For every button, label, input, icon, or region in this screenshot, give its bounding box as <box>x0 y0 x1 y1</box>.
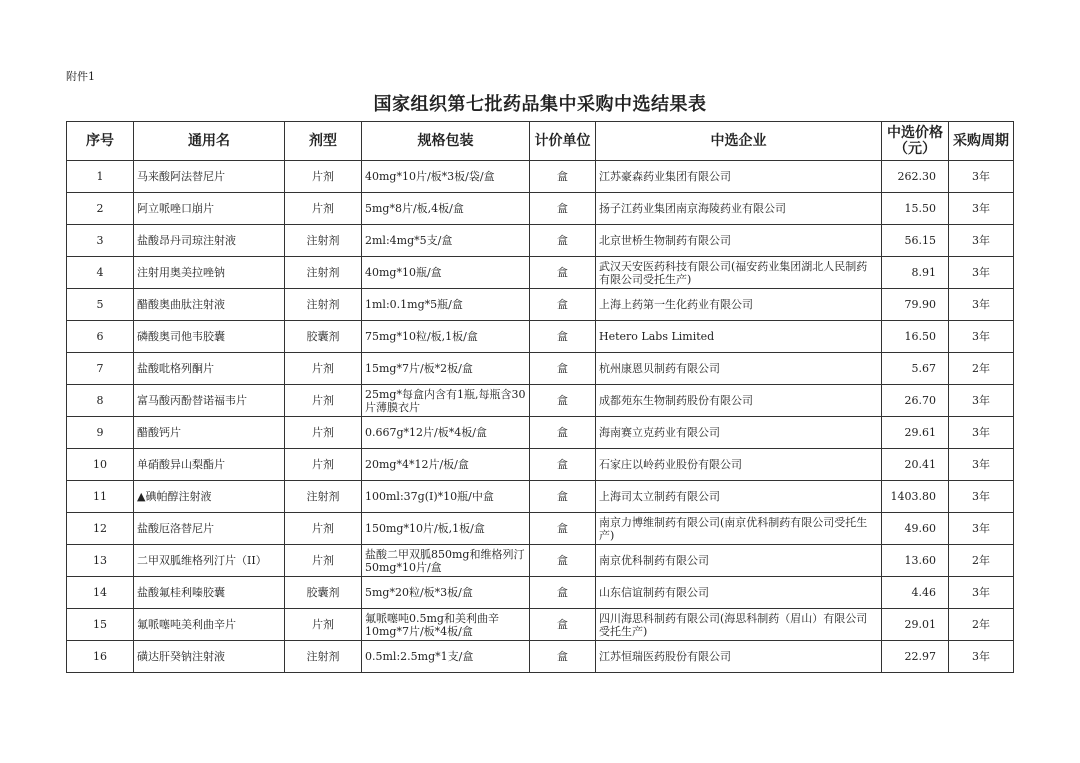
cell-no: 15 <box>67 609 134 641</box>
cell-form: 片剂 <box>285 353 362 385</box>
document-title: 国家组织第七批药品集中采购中选结果表 <box>373 94 707 115</box>
cell-form: 注射剂 <box>285 641 362 673</box>
cell-unit: 盒 <box>530 481 596 513</box>
cell-company: 武汉天安医药科技有限公司(福安药业集团湖北人民制药有限公司受托生产) <box>596 257 882 289</box>
cell-unit: 盒 <box>530 353 596 385</box>
table-row <box>67 161 1014 193</box>
cell-company: 石家庄以岭药业股份有限公司 <box>596 449 882 481</box>
cell-no: 11 <box>67 481 134 513</box>
cell-price: 26.70 <box>882 385 949 417</box>
header-company: 中选企业 <box>596 122 882 161</box>
table-row <box>67 321 1014 353</box>
cell-period: 3年 <box>949 161 1014 193</box>
header-unit: 计价单位 <box>530 122 596 161</box>
cell-price: 79.90 <box>882 289 949 321</box>
header-row <box>67 122 1014 161</box>
header-name: 通用名 <box>134 122 285 161</box>
cell-form: 片剂 <box>285 385 362 417</box>
cell-company: 南京优科制药有限公司 <box>596 545 882 577</box>
cell-no: 13 <box>67 545 134 577</box>
cell-spec: 1ml:0.1mg*5瓶/盒 <box>362 289 530 321</box>
cell-period: 2年 <box>949 545 1014 577</box>
cell-period: 3年 <box>949 193 1014 225</box>
table-row <box>67 385 1014 417</box>
cell-no: 4 <box>67 257 134 289</box>
cell-period: 2年 <box>949 609 1014 641</box>
header-form: 剂型 <box>285 122 362 161</box>
cell-spec: 100ml:37g(I)*10瓶/中盒 <box>362 481 530 513</box>
cell-price: 8.91 <box>882 257 949 289</box>
cell-price: 15.50 <box>882 193 949 225</box>
cell-price: 1403.80 <box>882 481 949 513</box>
cell-name: 盐酸氟桂利嗪胶囊 <box>134 577 285 609</box>
cell-period: 3年 <box>949 417 1014 449</box>
cell-unit: 盒 <box>530 321 596 353</box>
table-row <box>67 289 1014 321</box>
cell-company: 海南赛立克药业有限公司 <box>596 417 882 449</box>
table-row <box>67 257 1014 289</box>
table-row <box>67 641 1014 673</box>
cell-price: 49.60 <box>882 513 949 545</box>
cell-no: 12 <box>67 513 134 545</box>
cell-spec: 盐酸二甲双胍850mg和维格列汀50mg*10片/盒 <box>362 545 530 577</box>
cell-unit: 盒 <box>530 449 596 481</box>
cell-unit: 盒 <box>530 161 596 193</box>
table-row <box>67 193 1014 225</box>
cell-form: 片剂 <box>285 161 362 193</box>
cell-no: 9 <box>67 417 134 449</box>
cell-period: 3年 <box>949 449 1014 481</box>
cell-unit: 盒 <box>530 193 596 225</box>
cell-unit: 盒 <box>530 545 596 577</box>
annex-label: 附件1 <box>66 70 95 83</box>
cell-no: 5 <box>67 289 134 321</box>
table-row <box>67 417 1014 449</box>
cell-spec: 2ml:4mg*5支/盒 <box>362 225 530 257</box>
cell-name: 阿立哌唑口崩片 <box>134 193 285 225</box>
cell-company: 南京力博维制药有限公司(南京优科制药有限公司受托生产) <box>596 513 882 545</box>
cell-spec: 40mg*10片/板*3板/袋/盒 <box>362 161 530 193</box>
cell-price: 29.61 <box>882 417 949 449</box>
cell-price: 22.97 <box>882 641 949 673</box>
table-row <box>67 449 1014 481</box>
table-row <box>67 545 1014 577</box>
cell-form: 注射剂 <box>285 225 362 257</box>
cell-company: 扬子江药业集团南京海陵药业有限公司 <box>596 193 882 225</box>
cell-spec: 5mg*8片/板,4板/盒 <box>362 193 530 225</box>
cell-price: 5.67 <box>882 353 949 385</box>
cell-spec: 75mg*10粒/板,1板/盒 <box>362 321 530 353</box>
cell-form: 注射剂 <box>285 257 362 289</box>
cell-no: 6 <box>67 321 134 353</box>
cell-form: 片剂 <box>285 417 362 449</box>
cell-form: 片剂 <box>285 609 362 641</box>
cell-name: 富马酸丙酚替诺福韦片 <box>134 385 285 417</box>
cell-spec: 25mg*每盒内含有1瓶,每瓶含30片薄膜衣片 <box>362 385 530 417</box>
cell-name: 单硝酸异山梨酯片 <box>134 449 285 481</box>
cell-unit: 盒 <box>530 225 596 257</box>
cell-name: 磺达肝癸钠注射液 <box>134 641 285 673</box>
cell-unit: 盒 <box>530 289 596 321</box>
cell-no: 14 <box>67 577 134 609</box>
cell-spec: 0.5ml:2.5mg*1支/盒 <box>362 641 530 673</box>
cell-form: 片剂 <box>285 545 362 577</box>
cell-form: 片剂 <box>285 449 362 481</box>
cell-period: 3年 <box>949 385 1014 417</box>
cell-no: 10 <box>67 449 134 481</box>
cell-form: 胶囊剂 <box>285 321 362 353</box>
cell-period: 2年 <box>949 353 1014 385</box>
cell-price: 262.30 <box>882 161 949 193</box>
cell-no: 3 <box>67 225 134 257</box>
cell-spec: 150mg*10片/板,1板/盒 <box>362 513 530 545</box>
cell-company: 北京世桥生物制药有限公司 <box>596 225 882 257</box>
cell-name: 盐酸昂丹司琼注射液 <box>134 225 285 257</box>
cell-name: 氟哌噻吨美利曲辛片 <box>134 609 285 641</box>
cell-company: 山东信谊制药有限公司 <box>596 577 882 609</box>
cell-form: 注射剂 <box>285 289 362 321</box>
cell-name: 马来酸阿法替尼片 <box>134 161 285 193</box>
cell-period: 3年 <box>949 289 1014 321</box>
cell-company: 四川海思科制药有限公司(海思科制药（眉山）有限公司受托生产) <box>596 609 882 641</box>
cell-period: 3年 <box>949 641 1014 673</box>
cell-name: 盐酸厄洛替尼片 <box>134 513 285 545</box>
cell-company: 江苏豪森药业集团有限公司 <box>596 161 882 193</box>
table-body <box>67 161 1014 673</box>
cell-unit: 盒 <box>530 577 596 609</box>
cell-period: 3年 <box>949 577 1014 609</box>
cell-spec: 15mg*7片/板*2板/盒 <box>362 353 530 385</box>
cell-spec: 氟哌噻吨0.5mg和美利曲辛10mg*7片/板*4板/盒 <box>362 609 530 641</box>
table-row <box>67 353 1014 385</box>
cell-company: 杭州康恩贝制药有限公司 <box>596 353 882 385</box>
cell-no: 1 <box>67 161 134 193</box>
cell-unit: 盒 <box>530 609 596 641</box>
cell-no: 2 <box>67 193 134 225</box>
cell-company: 成都苑东生物制药股份有限公司 <box>596 385 882 417</box>
table-row <box>67 481 1014 513</box>
cell-no: 8 <box>67 385 134 417</box>
cell-period: 3年 <box>949 257 1014 289</box>
header-spec: 规格包装 <box>362 122 530 161</box>
cell-form: 注射剂 <box>285 481 362 513</box>
cell-period: 3年 <box>949 225 1014 257</box>
table-row <box>67 577 1014 609</box>
cell-name: 醋酸奥曲肽注射液 <box>134 289 285 321</box>
cell-name: 二甲双胍维格列汀片（II） <box>134 545 285 577</box>
cell-company: 上海司太立制药有限公司 <box>596 481 882 513</box>
cell-name: 醋酸钙片 <box>134 417 285 449</box>
cell-name: 注射用奥美拉唑钠 <box>134 257 285 289</box>
cell-unit: 盒 <box>530 385 596 417</box>
table-row <box>67 609 1014 641</box>
table-row <box>67 513 1014 545</box>
cell-price: 56.15 <box>882 225 949 257</box>
header-period: 采购周期 <box>949 122 1014 161</box>
cell-no: 16 <box>67 641 134 673</box>
header-no: 序号 <box>67 122 134 161</box>
results-table <box>66 121 1014 673</box>
cell-spec: 20mg*4*12片/板/盒 <box>362 449 530 481</box>
cell-company: 江苏恒瑞医药股份有限公司 <box>596 641 882 673</box>
cell-name: 盐酸吡格列酮片 <box>134 353 285 385</box>
table-row <box>67 225 1014 257</box>
cell-form: 片剂 <box>285 193 362 225</box>
cell-period: 3年 <box>949 513 1014 545</box>
cell-period: 3年 <box>949 321 1014 353</box>
cell-unit: 盒 <box>530 513 596 545</box>
cell-name: 磷酸奥司他韦胶囊 <box>134 321 285 353</box>
cell-price: 20.41 <box>882 449 949 481</box>
cell-unit: 盒 <box>530 417 596 449</box>
cell-unit: 盒 <box>530 257 596 289</box>
cell-spec: 0.667g*12片/板*4板/盒 <box>362 417 530 449</box>
cell-price: 16.50 <box>882 321 949 353</box>
cell-name: ▲碘帕醇注射液 <box>134 481 285 513</box>
cell-form: 片剂 <box>285 513 362 545</box>
cell-company: 上海上药第一生化药业有限公司 <box>596 289 882 321</box>
cell-spec: 40mg*10瓶/盒 <box>362 257 530 289</box>
header-price: 中选价格（元） <box>882 122 949 161</box>
cell-price: 29.01 <box>882 609 949 641</box>
cell-unit: 盒 <box>530 641 596 673</box>
cell-company: Hetero Labs Limited <box>596 321 882 353</box>
cell-period: 3年 <box>949 481 1014 513</box>
cell-form: 胶囊剂 <box>285 577 362 609</box>
cell-no: 7 <box>67 353 134 385</box>
cell-price: 13.60 <box>882 545 949 577</box>
cell-spec: 5mg*20粒/板*3板/盒 <box>362 577 530 609</box>
cell-price: 4.46 <box>882 577 949 609</box>
